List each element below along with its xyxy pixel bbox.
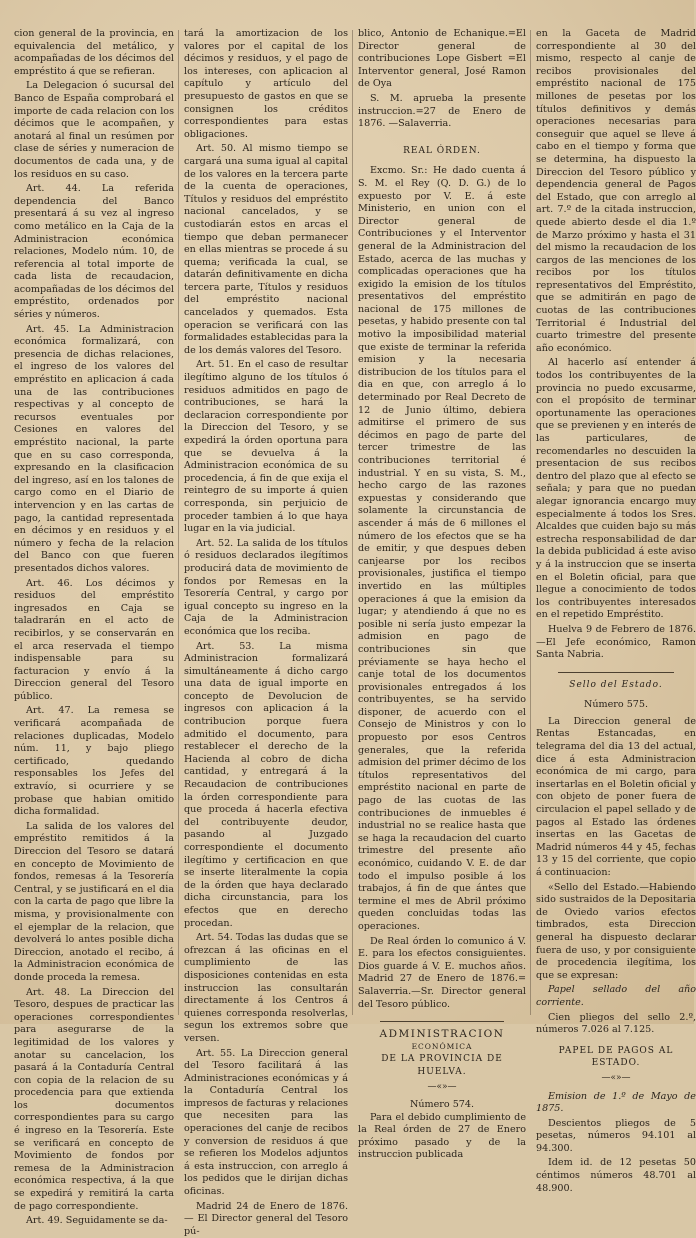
paragraph: «Sello del Estado.—Habiendo sido sustraidos de la Depositaria de Oviedo varios efectos timbrados, esta Direccion general ha dispuesto declarar fuera de uso, y por consiguiente de procedencia ilegítima, los que se expresan: <box>536 881 696 981</box>
signature: Madrid 24 de Enero de 1876.— El Director general del Tesoro pú- <box>184 1200 348 1237</box>
article-54: Art. 54. Todas las dudas que se ofrezcan á las oficinas en el cumplimiento de las disposiciones contenidas en esta instruccion las consultarán directamente á los Centros á quienes corresponda resolverlas, segun los extremos sobre que versen. <box>184 932 348 1044</box>
column-rule <box>530 30 531 1015</box>
paragraph: La Delegacion ó sucursal del Banco de España comprobará el importe de cada relacion con los décimos que le acompañen, y anotará al final un resúmen por clase de séries y numeracion de documentos de cada una, y de los residuos en su caso. <box>14 80 174 180</box>
article-48: Art. 48. La Direccion del Tesoro, despues de practicar las operaciones correspondientes para asegurarse de la legitimidad de los valores y anotar su cancelacion, los pasará á la Contaduría Central con copia de la relacion de su procedencia para que extienda los documentos correspondientes para su cargo é ingreso en la Tesorería. Este se verificará en concepto de Movimiento de fondos por remesa de la Administracion económica respectiva, á la que se expedirá y remitirá la carta de pago correspondiente. <box>14 986 174 1212</box>
article-53: Art. 53. La misma Administracion formalizará simultáneamente á dicho cargo una data de igual importe en concepto de Devolucion de ingresos con aplicacion á la contribucion porque fuera admitido el documento, para restablecer el derecho de la Hacienda al cobro de dicha cantidad, y entregará á la Recaudacion de contribuciones la órden correspondiente para que proceda á hacerla efectiva del contribuyente deudor, pasando al Juzgado correspondiente el documento ilegítimo y certificacion en que se inserte literalmente la copia de la órden que haya declarado dicha circunstancia, para los efectos que en derecho procedan. <box>184 640 348 929</box>
column-4 <box>536 28 696 1194</box>
column-rule <box>178 30 179 1015</box>
article-47: Art. 47. La remesa se verificará acompañada de relaciones duplicadas, Modelo núm. 11, y bajo pliego certificado, quedando responsables los Jefes del extravío, si ocurriere y se probase que habian omitido dicha formalidad. <box>14 705 174 818</box>
section-heading-real-orden: REAL ÓRDEN. <box>403 145 481 156</box>
paragraph: tará la amortizacion de los valores por el capital de los décimos y residuos, y el pago de los intereses, con aplicacion al capítulo y artículo del presupuesto de gastos en que se consignen los créditos correspondientes para estas obligaciones. <box>184 28 348 140</box>
paragraph: Cien pliegos del sello 2.º, números 7.026 al 7.125. <box>536 1011 696 1036</box>
article-51: Art. 51. En el caso de resultar ilegítimo alguno de los títulos ó residuos admitidos en pago de contribuciones, se hará la declaracion correspondiente por la Direccion del Tesoro, y se expedirá la órden oportuna para que se devuelva á la Administracion económica de su procedencia, á fin de que exija el reintegro de su importe á quien corresponda, sin perjuicio de proceder tambien á lo que haya lugar en la via judicial. <box>184 359 348 535</box>
section-subheading: ECONÓMICA <box>411 1041 473 1051</box>
article-45: Art. 45. La Administracion económica formalizará, con presencia de dichas relaciones, el ingreso de los valores del empréstito en aplicacion á cada una de las contribuciones respectivas y al concepto de recursos eventuales por Cesiones en valores del empréstito nacional, la parte que en su caso corresponda, expresando en la clasificacion del ingreso, así en los talones de cargo como en el Diario de intervencion y en las cartas de pago, la cantidad representada en décimos y en residuos y el número y fecha de la relacion del Banco con que fueren presentados dichos valores. <box>14 323 174 574</box>
signature: Huelva 9 de Febrero de 1876. —El Jefe económico, Ramon Santa Nabria. <box>536 623 696 661</box>
divider <box>558 672 674 673</box>
paragraph: blico, Antonio de Echanique.=El Director general de contribuciones Lope Gisbert =El Interventor general, José Ramon de Oya <box>358 28 526 90</box>
paragraph: Emision de 1.º de Mayo de 1875. <box>536 1090 696 1115</box>
paragraph: La Direccion general de Rentas Estancadas, en telegrama del dia 13 del actual, dice á esta Administracion económica de mi cargo, para insertarlas en el Boletin oficial y con objeto de poner fuera de circulacion el papel sellado y de pagos al Estado las órdenes insertas en las Gacetas de Madrid números 44 y 45, fechas 13 y 15 del corriente, que copio á continuacion: <box>536 715 696 878</box>
article-49: Art. 49. Seguidamente se da- <box>26 1215 168 1227</box>
section-heading-administracion: ADMINISTRACION <box>379 1028 505 1041</box>
column-3 <box>358 28 526 1161</box>
paragraph: Para el debido cumplimiento de la Real órden de 27 de Enero próximo pasado y de la instruccion publicada <box>358 1111 526 1161</box>
ornament-separator: —«»— <box>601 1072 631 1083</box>
section-heading-province: DE LA PROVINCIA DE HUELVA. <box>381 1054 503 1077</box>
paragraph: Papel sellado del año corriente. <box>536 984 696 1008</box>
paragraph: Excmo. Sr.: He dado cuenta á S. M. el Rey (Q. D. G.) de lo expuesto por V. E. á este Ministerio, en union con el Director general de Contribuciones y el Interventor general de la Administracion del Estado, acerca de las muchas y complicadas operaciones que ha exigido la emision de los títulos presentativos del empréstito nacional de 175 millones de pesetas, y habido presente con tal motivo la imposibilidad material que existe de terminar la referida emision y la necesaria distribucion de los títulos para el dia en que, con arreglo á lo determinado por Real Decreto de 12 de Junio último, debiera admitirse el primero de sus décimos en pago de parte del tercer trimestre de las contribuciones territorial é industrial. Y en su vista, S. M., hecho cargo de las razones expuestas y considerando que solamente la circunstancia de ascender á más de 6 millones el número de los efectos que se ha de emitir, y que despues deben canjearse por los recibos provisionales, justifica el tiempo invertido en las múltiples operaciones á que la emision da lugar; y atendiendo á que no es posible ni sería justo empezar la admision en pago de contribuciones sin que préviamente se haya hecho el canje total de los documentos provisionales entregados á los contribuyentes, se ha servido disponer, de acuerdo con el Consejo de Ministros y con lo propuesto por esos Centros generales, que la referida admision del primer décimo de los títulos representativos del empréstito nacional en parte de pago de las cuotas de las contribuciones de inmuebles é industrial no se realice hasta que se haga la recaudacion del cuarto trimestre del presente año económico, cuidando V. E. de dar todo el impulso posible á los trabajos, á fin de que ántes que termine el mes de Abril próximo queden concluidas todas las operaciones. <box>358 165 526 932</box>
paragraph: Al hacerlo así entender á todos los contribuyentes de la provincia no puedo excusarme, con el propósito de terminar oportunamente las operaciones que se previenen y en interés de las particulares, de recomendarles no descuiden la presentacion de sus recibos dentro del plazo que al efecto se señala; y para que no puedan alegar ignorancia encargo muy especialmente á todos los Sres. Alcaldes que cuiden bajo su más estrecha responsabilidad de dar la debida publicidad á este aviso y á la instruccion que se inserta en el Boletin oficial, para que llegue a conocimiento de todos los contribuyentes interesados en el repetido Empréstito. <box>536 357 696 621</box>
paragraph: en la Gaceta de Madrid correspondiente al 30 del mismo, respecto al canje de recibos provisionales del empréstito nacional de 175 millones de pesetas por los títulos definitivos y demás operaciones necesarias para conseguir que aquel se lleve á cabo en el tiempo y forma que se determina, ha dispuesto la Direccion del Tesoro público y dependencia general de Pagos del Estado, que con arreglo al art. 7.º de la citada instruccion, quede abierto desde el dia 1.º de Marzo próximo y hasta el 31 del mismo la recaudacion de los cargos de las menciones de los recibos por los títulos representativos del Empréstito, que se admitirán en pago de cuotas de las contribuciones Territorial é Industrial del cuarto trimestre del presente año económico. <box>536 28 696 354</box>
article-55: Art. 55. La Direccion general del Tesoro facilitará á las Administraciones económicas y á la Contaduría Central los impresos de facturas y relaciones que necesiten para las operaciones del canje de recibos y conversion de residuos á que se refieren los Modelos adjuntos á esta instruccion, con arreglo á los pedidos que le dirijan dichas oficinas. <box>184 1047 348 1198</box>
paragraph: Idem id. de 12 pesetas 50 céntimos números 48.701 al 48.900. <box>536 1157 696 1194</box>
paragraph: S. M. aprueba la presente instruccion.=27 de Enero de 1876. —Salaverria. <box>358 92 526 130</box>
article-50: Art. 50. Al mismo tiempo se cargará una suma igual al capital de los valores en la tercera parte de la cuenta de operaciones, Títulos y residuos del empréstito nacional cancelados, y se custodiarán estos en arcas el tiempo que deban permanecer en ellas mientras se procede á su quema; verificada la cual, se datarán definitivamente en dicha tercera parte, Títulos y residuos del empréstito nacional cancelados y quemados. Esta operacion se verificará con las formalidades establecidas para la de los demás valores del Tesoro. <box>184 143 348 356</box>
column-rule <box>352 30 353 1015</box>
article-46: Art. 46. Los décimos y residuos del empréstito ingresados en Caja se taladrarán en el acto de recibirlos, y se conservarán en el arca reservada el tiempo indispensable para su facturacion y envío á la Direccion general del Tesoro público. <box>14 577 174 702</box>
section-heading-papel: PAPEL DE PAGOS AL ESTADO. <box>558 1045 674 1069</box>
article-52: Art. 52. La salida de los títulos ó residuos declarados ilegítimos producirá data de movimiento de fondos por Remesas en la Tesorería Central, y cargo por igual concepto su ingreso en la Caja de la Administracion económica que los reciba. <box>184 537 348 637</box>
paragraph: De Real órden lo comunico á V. E. para los efectos consiguientes. Dios guarde á V. E. muchos años. Madrid 27 de Enero de 1876.= Salaverria.—Sr. Director general del Tesoro público. <box>358 935 526 1010</box>
paragraph: cion general de la provincia, en equivalencia del metálico, y acompañadas de los décimos del empréstito á que se refieran. <box>14 28 174 77</box>
column-1 <box>14 28 174 1227</box>
ornament-separator: —«»— <box>427 1081 457 1092</box>
paragraph: Descientos pliegos de 5 pesetas, números 94.101 al 94.300. <box>536 1117 696 1154</box>
article-44: Art. 44. La referida dependencia del Banco presentará á su vez al ingreso como metálico en la Caja de la Administracion económica relaciones, Modelo núm. 10, de referencia al total importe de cada lista de recaudacion, acompañadas de los décimos del empréstito, ordenados por séries y números. <box>14 183 174 321</box>
section-heading-sello: Sello del Estado. <box>569 679 663 690</box>
divider <box>380 1021 504 1022</box>
paragraph: La salida de los valores del empréstito remitidos á la Direccion del Tesoro se datará en concepto de Movimiento de fondos, remesas á la Tesorería Central, y se justificará en el dia con la carta de pago que libre la misma, y provisionalmente con el ejemplar de la relacion, que devolverá lo antes posible dicha Direccion, anotado el recibo, á la Administracion económica de donde proceda la remesa. <box>14 820 174 983</box>
notice-number: Número 575. <box>583 699 649 711</box>
column-2 <box>184 28 348 1237</box>
notice-number: Número 574. <box>409 1099 475 1111</box>
